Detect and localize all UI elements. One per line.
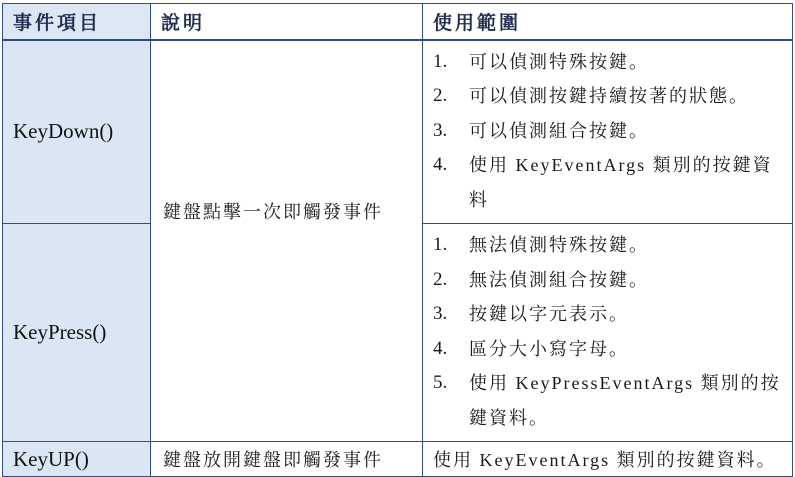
list-item: 5. 使用 KeyPressEventArgs 類別的按鍵資料。 [433,372,781,428]
usage-cell-keydown [423,40,793,224]
description-text-keydown-keypress: 鍵盤點擊一次即觸發事件 [163,201,383,222]
header-usage-scope: 使用範圍 [423,4,793,40]
header-event-item: 事件項目 [3,4,151,40]
list-item: 1. 可以偵測特殊按鍵。 [433,50,649,72]
table-row [3,442,793,477]
usage-list-keypress [433,228,784,435]
header-description: 說明 [151,4,423,40]
event-name-keyup: KeyUP() [3,442,151,477]
keyboard-events-table [2,3,793,477]
usage-cell-keypress [423,224,793,442]
table-header-row [3,4,793,40]
event-name-keypress: KeyPress() [3,224,151,442]
list-item: 1. 無法偵測特殊按鍵。 [433,234,649,255]
event-name-keydown: KeyDown() [3,40,151,224]
list-item: 3. 按鍵以字元表示。 [433,303,629,324]
usage-keyup: 使用 KeyEventArgs 類別的按鍵資料。 [423,442,793,477]
merged-description-cell [151,40,423,442]
list-item: 4. 區分大小寫字母。 [433,337,629,359]
table-row [3,40,793,224]
list-item: 3. 可以偵測組合按鍵。 [433,119,649,141]
list-item: 2. 可以偵測按鍵持續按著的狀態。 [433,85,749,106]
list-item: 4. 使用 KeyEventArgs 類別的按鍵資料 [433,154,773,210]
list-item: 2. 無法偵測組合按鍵。 [433,268,649,290]
description-keyup: 鍵盤放開鍵盤即觸發事件 [151,442,423,477]
usage-list-keydown [433,45,784,218]
